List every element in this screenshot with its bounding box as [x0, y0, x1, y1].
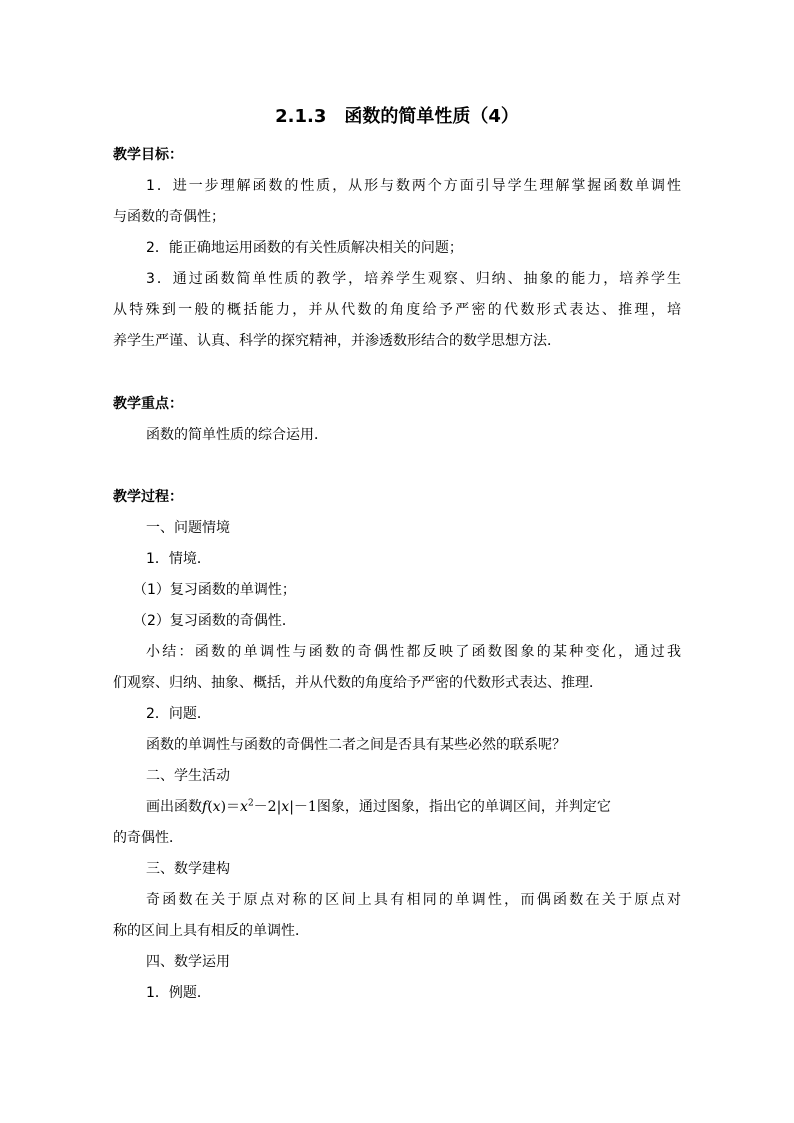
construct-line-1: 奇函数在关于原点对称的区间上具有相同的单调性，而偶函数在关于原点对	[146, 892, 681, 908]
variable-x: x	[212, 799, 221, 815]
formula-open-paren: (	[207, 799, 213, 815]
key-points-text: 函数的简单性质的综合运用．	[146, 427, 328, 443]
section-4-item-1: 1．例题．	[146, 985, 211, 1001]
document-title: 2.1.3 函数的简单性质（4）	[275, 106, 519, 127]
objective-3-line-2: 从特殊到一般的概括能力，并从代数的角度给予严密的代数形式表达、推理，培	[113, 302, 681, 318]
activity-line-1	[113, 797, 681, 817]
summary-line-1: 小结：函数的单调性与函数的奇偶性都反映了函数图象的某种变化，通过我	[146, 644, 681, 660]
variable-x-squared: x	[240, 799, 248, 815]
objectives-heading: 教学目标：	[113, 147, 183, 163]
document-page	[113, 0, 681, 1123]
formula-equals: )＝	[220, 799, 241, 815]
formula-middle: －2|	[253, 799, 282, 815]
objective-1-line-1: 1．进一步理解函数的性质，从形与数两个方面引导学生理解掌握函数单调性	[146, 178, 681, 194]
section-2-title: 二、学生活动	[146, 768, 230, 784]
section-1-sub-2: （2）复习函数的奇偶性．	[133, 613, 296, 629]
section-1-item-1: 1．情境．	[146, 551, 211, 567]
activity-suffix: 图象，通过图象，指出它的单调区间，并判定它	[316, 799, 611, 815]
activity-prefix: 画出函数	[146, 799, 202, 815]
summary-line-2: 们观察、归纳、抽象、概括，并从代数的角度给予严密的代数形式表达、推理．	[113, 675, 603, 691]
question-text: 函数的单调性与函数的奇偶性二者之间是否具有某些必然的联系呢？	[146, 737, 566, 753]
section-4-title: 四、数学运用	[146, 954, 230, 970]
objective-3-line-3: 养学生严谨、认真、科学的探究精神，并渗透数形结合的数学思想方法．	[113, 333, 561, 349]
activity-line-2: 的奇偶性．	[113, 830, 183, 846]
section-3-title: 三、数学建构	[146, 861, 230, 877]
key-points-heading: 教学重点：	[113, 396, 183, 412]
objective-1-line-2: 与函数的奇偶性；	[113, 209, 225, 225]
function-symbol: f	[202, 799, 208, 815]
section-1-item-2: 2．问题．	[146, 706, 211, 722]
formula-end: |－1	[289, 799, 317, 815]
section-1-title: 一、问题情境	[146, 520, 230, 536]
objective-2: 2．能正确地运用函数的有关性质解决相关的问题；	[146, 240, 463, 256]
variable-x-abs: x	[281, 799, 290, 815]
section-1-sub-1: （1）复习函数的单调性；	[133, 582, 296, 598]
process-heading: 教学过程：	[113, 489, 183, 505]
objective-3-line-1: 3．通过函数简单性质的教学，培养学生观察、归纳、抽象的能力，培养学生	[146, 271, 681, 287]
exponent: 2	[247, 798, 254, 809]
construct-line-2: 称的区间上具有相反的单调性．	[113, 923, 309, 939]
